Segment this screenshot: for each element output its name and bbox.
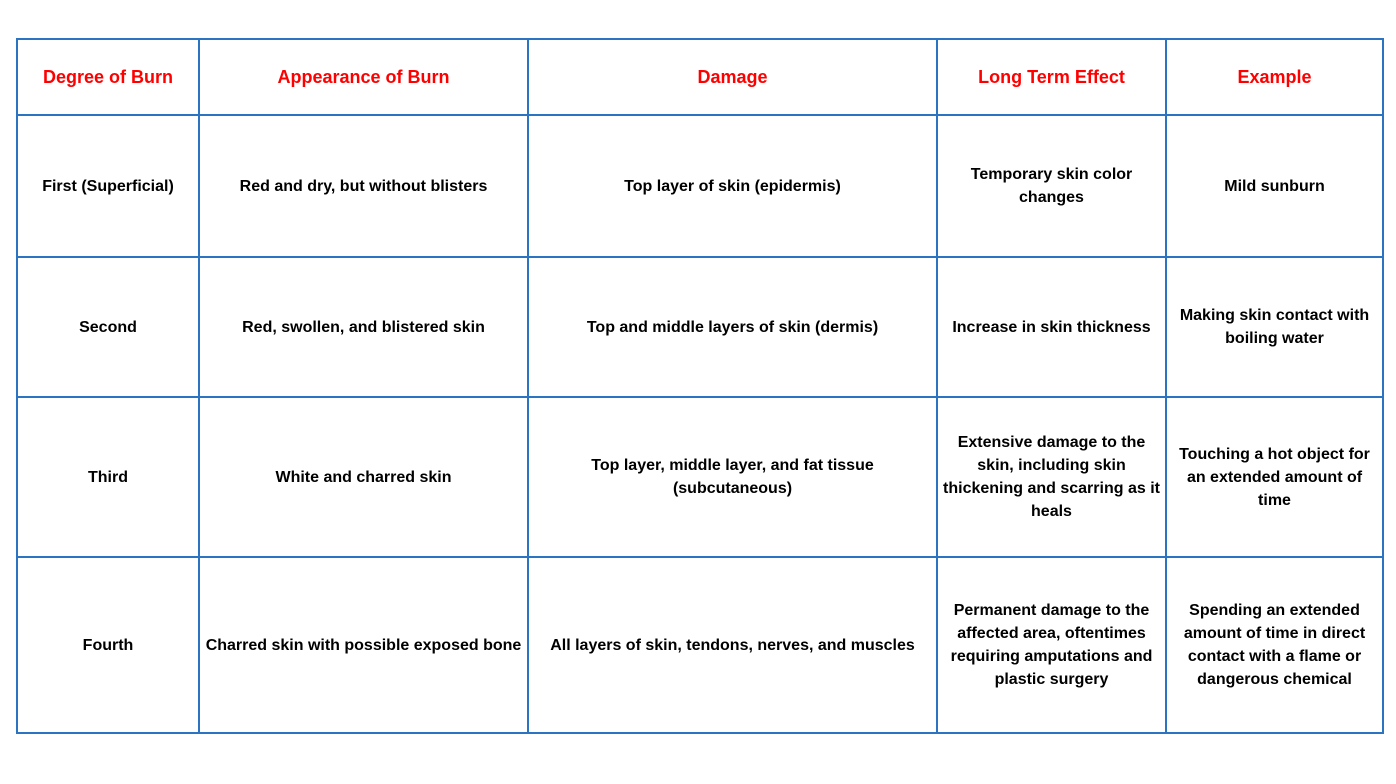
cell-damage: Top and middle layers of skin (dermis) — [528, 257, 937, 397]
cell-appearance: Charred skin with possible exposed bone — [199, 557, 528, 733]
burn-degrees-table — [16, 38, 1384, 734]
cell-degree: Second — [17, 257, 199, 397]
cell-long-term-effect: Permanent damage to the affected area, oftentimes requiring amputations and plastic surgery — [937, 557, 1166, 733]
cell-example: Mild sunburn — [1166, 115, 1383, 257]
cell-long-term-effect: Temporary skin color changes — [937, 115, 1166, 257]
cell-degree: Third — [17, 397, 199, 557]
cell-damage: Top layer, middle layer, and fat tissue (subcutaneous) — [528, 397, 937, 557]
cell-damage: Top layer of skin (epidermis) — [528, 115, 937, 257]
cell-example: Making skin contact with boiling water — [1166, 257, 1383, 397]
header-damage: Damage — [528, 39, 937, 115]
cell-example: Touching a hot object for an extended amount of time — [1166, 397, 1383, 557]
table-header-row — [17, 39, 1383, 115]
header-appearance-of-burn: Appearance of Burn — [199, 39, 528, 115]
table-row — [17, 397, 1383, 557]
header-long-term-effect: Long Term Effect — [937, 39, 1166, 115]
cell-degree: Fourth — [17, 557, 199, 733]
table-row — [17, 115, 1383, 257]
cell-long-term-effect: Increase in skin thickness — [937, 257, 1166, 397]
cell-long-term-effect: Extensive damage to the skin, including skin thickening and scarring as it heals — [937, 397, 1166, 557]
cell-damage: All layers of skin, tendons, nerves, and muscles — [528, 557, 937, 733]
header-example: Example — [1166, 39, 1383, 115]
cell-degree: First (Superficial) — [17, 115, 199, 257]
cell-appearance: Red, swollen, and blistered skin — [199, 257, 528, 397]
header-degree-of-burn: Degree of Burn — [17, 39, 199, 115]
cell-appearance: Red and dry, but without blisters — [199, 115, 528, 257]
table-row — [17, 557, 1383, 733]
cell-appearance: White and charred skin — [199, 397, 528, 557]
cell-example: Spending an extended amount of time in direct contact with a flame or dangerous chemical — [1166, 557, 1383, 733]
burn-degrees-table-container — [16, 38, 1382, 734]
table-row — [17, 257, 1383, 397]
